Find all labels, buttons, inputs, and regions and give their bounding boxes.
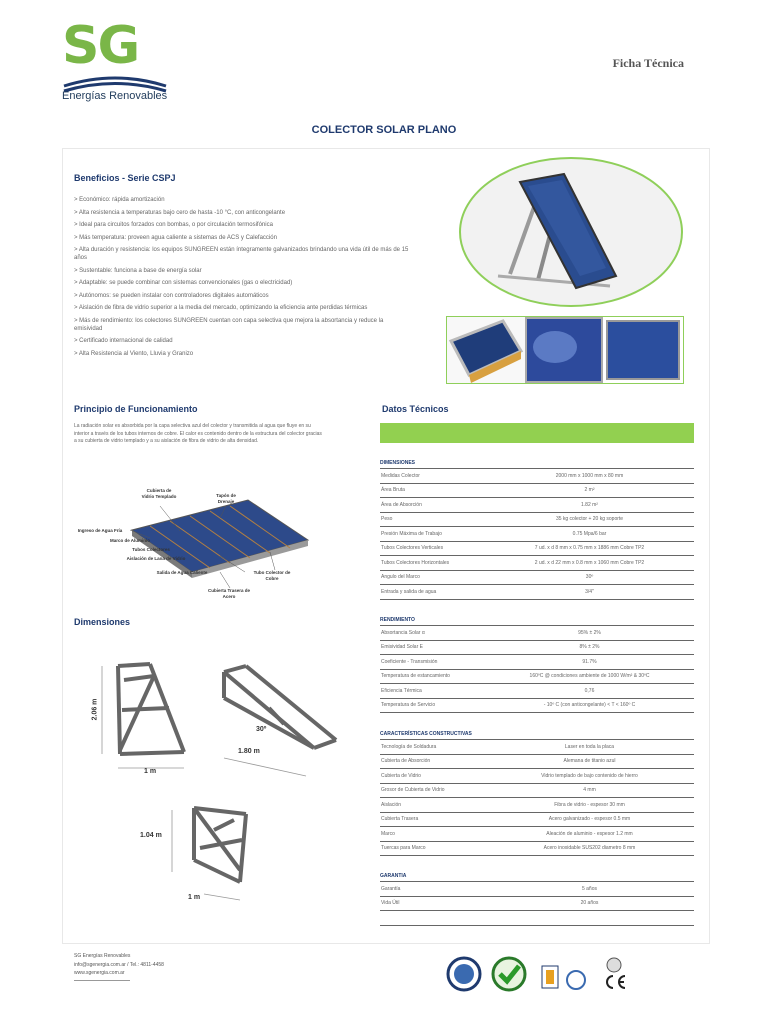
benefits-list <box>74 196 410 362</box>
row-value: Fibra de vidrio - espesor 30 mm <box>554 801 625 808</box>
label-cover: Cubierta de Vidrio Templado <box>141 488 177 499</box>
benefit-item: > Económico: rápida amortización <box>74 197 165 203</box>
table-row <box>380 571 694 586</box>
table-section-header: RENDIMIENTO <box>380 614 694 626</box>
table-dimensions <box>380 457 694 600</box>
row-label: Garantía <box>381 885 401 892</box>
support-frame-drawings <box>74 650 364 910</box>
row-label: Tubos Colectores Verticales <box>381 545 444 552</box>
row-label: Área de Absorción <box>381 501 422 508</box>
row-label: Tubos Colectores Horizontales <box>381 559 450 566</box>
footer-divider <box>74 980 130 981</box>
table-row <box>380 498 694 513</box>
row-label: Medidas Colector <box>381 472 420 479</box>
label-tubes: Tubos Colectores <box>132 547 170 552</box>
table-row <box>380 813 694 828</box>
table-row <box>380 527 694 542</box>
dim-angle: 30º <box>256 726 267 733</box>
row-value: 1.82 m² <box>581 501 598 508</box>
row-label: Emisividad Solar Ε <box>381 644 423 651</box>
benefit-item: > Alta resistencia a temperaturas bajo cero de hasta -10 °C, con anticongelante <box>74 209 286 216</box>
row-value: Acero inoxidable SUS202 diametro 8 mm <box>543 845 636 852</box>
label-insulation: Aislación de Lana de Vidrio <box>126 556 186 561</box>
row-value: 95% ± 2% <box>578 629 601 636</box>
table-row <box>380 655 694 670</box>
benefit-item: > Más temperatura: proveen agua caliente a sistemas de ACS y Calefacción <box>74 234 277 241</box>
benefit-item: > Sustentable: funciona a base de energía solar <box>74 267 202 274</box>
quality-check-seal <box>490 956 528 992</box>
dimension-drawings <box>74 650 364 910</box>
table-row <box>380 755 694 770</box>
benefit-item: > Ideal para circuitos forzados con bombas, o por circulación termosifónica <box>74 222 273 228</box>
label-inlet: Ingreso de Agua Fría <box>77 528 123 533</box>
dimensions-title: Dimensiones <box>74 617 131 627</box>
label-drain: Tapón de Drenaje <box>216 493 236 504</box>
row-label: Coeficiente - Transmisión <box>381 658 438 665</box>
row-label: Temperatura de Servicio <box>381 702 436 709</box>
table-row <box>380 469 694 484</box>
row-value: 7 ud. x d 8 mm x 0.75 mm x 1886 mm Cobre TP2 <box>534 545 645 552</box>
benefit-item: > Alta duración y resistencia: los equipos SUNGREEN están íntegramente galvanizados brindando una vida útil de más de 15 años <box>74 247 409 261</box>
iso-certification-logos <box>540 956 590 992</box>
row-value: 35 kg colector + 20 kg soporte <box>555 516 624 523</box>
benefit-item: > Aislación de fibra de vidrio superior a la media del mercado, optimizando la eficiencia ante perdidas térmicas <box>74 305 368 311</box>
row-value: Laser en toda la placa <box>564 743 615 750</box>
principle-text: La radiación solar es absorbida por la capa selectiva azul del colector y transmitida al agua que fluye en su interior a través de los tubos internos de cobre. El calor es contenido dentro de la estructura del colector gracias a su cubierta de vidrio templado y a su aislación de fibra de vidrio de alta densidad. <box>74 423 322 444</box>
principle-title: Principio de Funcionamiento <box>74 404 198 414</box>
table-section-header: DIMENSIONES <box>380 457 694 469</box>
label-frame: Marco de Aluminio <box>109 538 151 543</box>
row-value: 5 años <box>581 885 597 892</box>
row-label: Peso <box>381 516 393 523</box>
table-row <box>380 842 694 857</box>
row-label: Angulo del Marco <box>381 574 420 581</box>
table-row <box>380 769 694 784</box>
row-value: 91.7% <box>582 658 597 665</box>
row-value: 3/4" <box>585 588 594 595</box>
tech-title: Datos Técnicos <box>382 404 449 414</box>
detail-photo-2 <box>525 317 603 383</box>
benefit-item: > Autónomos: se pueden instalar con controladores digitales automáticos <box>74 292 269 299</box>
table-performance <box>380 614 694 713</box>
certification-seal-1 <box>446 956 482 992</box>
table-row <box>380 827 694 842</box>
row-value: 160ºC @ condiciones ambiente de 1000 W/m² & 30ºC <box>529 673 650 680</box>
row-label: Presión Máxima de Trabajo <box>381 530 442 537</box>
collector-detail-photos <box>446 316 684 384</box>
benefit-item: > Certificado internacional de calidad <box>74 338 173 344</box>
row-value: 8% ± 2% <box>579 644 600 651</box>
benefits-title: Beneficios - Serie CSPJ <box>74 173 176 183</box>
benefit-item: > Adaptable: se puede combinar con sistemas convencionales (gas o electricidad) <box>74 280 293 286</box>
dim-length: 1.80 m <box>238 748 260 755</box>
table-row <box>380 911 694 926</box>
logo-letters: SG <box>62 16 139 76</box>
table-row <box>380 484 694 499</box>
row-label: Entrada y salida de agua <box>381 588 437 595</box>
label-outlet: Salida de Agua Caliente <box>156 570 208 575</box>
table-row <box>380 670 694 685</box>
row-label: Grosor de Cubierta de Vidrio <box>381 787 445 794</box>
collector-diagram <box>70 486 360 606</box>
footer-email-phone[interactable]: info@sgenergia.com.ar / Tel.: 4811-4458 <box>74 961 164 968</box>
footer-website[interactable]: www.sgenergia.com.ar <box>74 970 125 976</box>
row-label: Cubierta de Vidrio <box>381 772 421 779</box>
table-warranty <box>380 870 694 926</box>
benefit-item: > Alta Resistencia al Viento, Lluvia y Granizo <box>74 350 194 357</box>
row-label: Tuercas para Marco <box>381 845 426 852</box>
table-row <box>380 641 694 656</box>
table-row <box>380 626 694 641</box>
row-value: - 10º C (con anticongelante) < T < 160º C <box>543 702 636 709</box>
label-copper: Tubo Colector de Cobre <box>253 570 291 581</box>
table-row <box>380 542 694 557</box>
row-value: 4 mm <box>583 787 596 794</box>
document-type: Ficha Técnica <box>612 56 684 70</box>
row-label: Vida Útil <box>381 900 400 907</box>
row-label: Cubierta de Absorción <box>381 758 431 765</box>
dim-side-height: 1.04 m <box>140 832 162 839</box>
row-value: 2 m² <box>584 487 595 494</box>
footer-contact <box>74 952 164 978</box>
label-back: Cubierta Trasera de Acero <box>207 588 251 599</box>
table-row <box>380 897 694 912</box>
row-label: Área Bruta <box>381 487 405 494</box>
company-logo <box>62 16 172 104</box>
table-row <box>380 699 694 714</box>
row-label: Eficiencia Térmica <box>381 687 422 694</box>
tech-header-bar <box>380 423 694 443</box>
ce-mark <box>600 956 628 992</box>
row-value: Alemana de titanio azul <box>563 758 616 765</box>
row-label: Cubierta Trasera <box>381 816 419 823</box>
table-row <box>380 798 694 813</box>
footer-company: SG Energías Renovables <box>74 953 131 959</box>
row-label: Temperatura de estancamiento <box>381 673 450 680</box>
dim-side-width: 1 m <box>188 894 201 901</box>
table-row <box>380 882 694 897</box>
row-label: Absortancia Solar α <box>381 629 425 636</box>
row-value: 2000 mm x 1000 mm x 80 mm <box>555 472 624 479</box>
table-section-header: GARANTIA <box>380 870 694 882</box>
row-label: Aislación <box>381 801 402 808</box>
benefit-item: > Más de rendimiento: los colectores SUNGREEN cuentan con capa selectiva que mejora la absortancia y reduce la emisividad <box>74 317 384 332</box>
row-label: Marco <box>381 830 395 837</box>
row-value: Acero galvanizado - espesor 0.5 mm <box>548 816 631 823</box>
table-section-header: CARACTERÍSTICAS CONSTRUCTIVAS <box>380 728 694 740</box>
detail-photo-1 <box>447 317 525 383</box>
page-title: COLECTOR SOLAR PLANO <box>311 124 457 136</box>
table-row <box>380 784 694 799</box>
detail-photo-3 <box>603 317 683 383</box>
dim-width: 1 m <box>144 768 157 775</box>
row-value: Vidrio templado de bajo contenido de hierro <box>541 772 638 779</box>
logo-subtitle: Energías Renovables <box>62 90 168 102</box>
row-label: Tecnología de Soldadura <box>381 743 437 750</box>
table-row <box>380 684 694 699</box>
table-row <box>380 513 694 528</box>
row-value: 30º <box>585 574 594 581</box>
row-value: 0,76 <box>584 687 595 694</box>
table-row <box>380 585 694 600</box>
dim-height: 2.06 m <box>91 698 99 721</box>
row-value: 2 ud. x d 22 mm x 0.8 mm x 1060 mm Cobre TP2 <box>534 559 645 566</box>
row-value: 0.75 Mpa/6 bar <box>572 530 607 537</box>
collector-photo <box>458 156 684 308</box>
table-row <box>380 740 694 755</box>
table-row <box>380 556 694 571</box>
row-value: 20 años <box>580 900 599 907</box>
row-value: Aleación de aluminio - espesor 1.2 mm <box>546 830 633 837</box>
table-construction <box>380 728 694 856</box>
